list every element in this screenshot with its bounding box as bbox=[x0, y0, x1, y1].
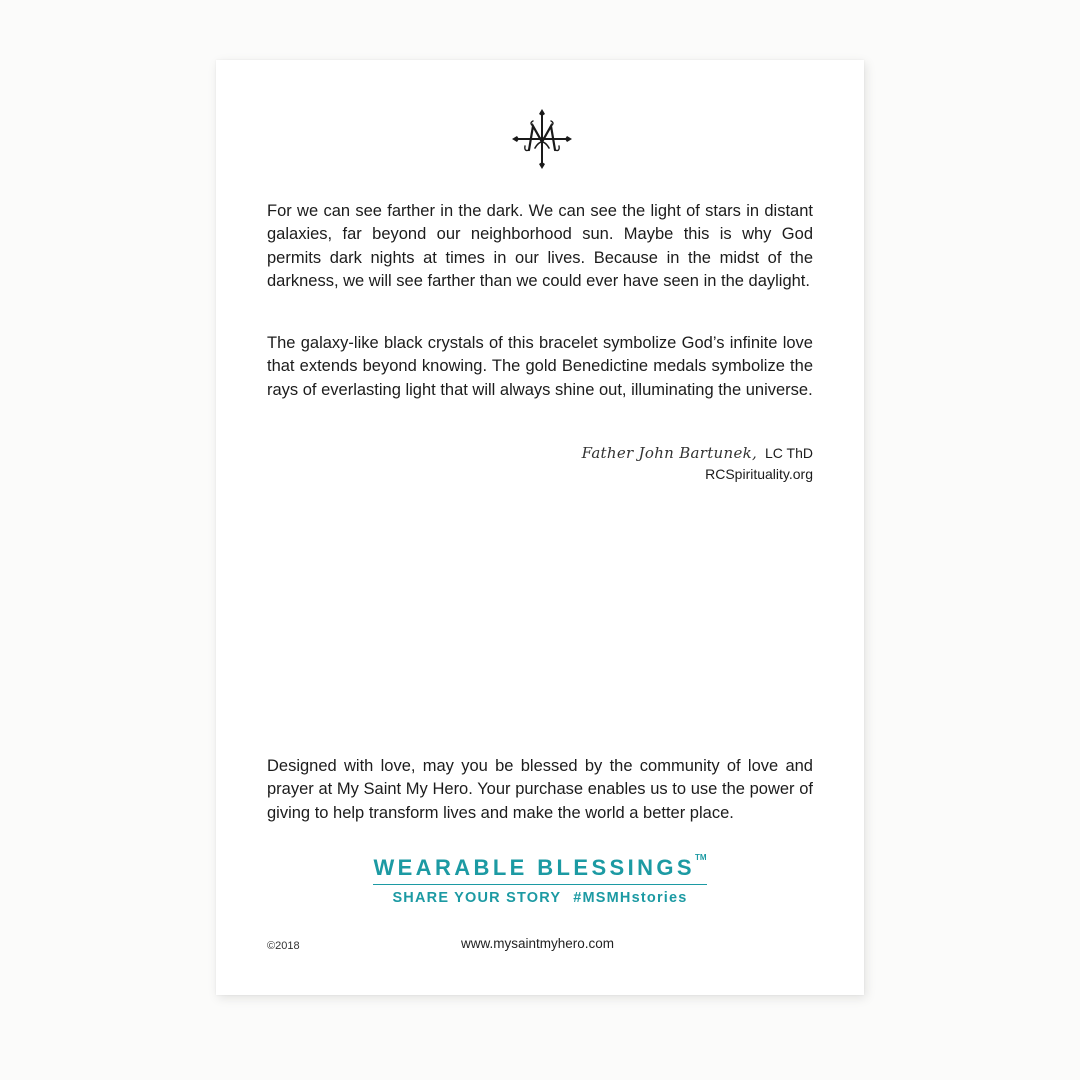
brand-title: WEARABLE BLESSINGS™ bbox=[373, 855, 706, 885]
copyright-notice: ©2018 bbox=[267, 940, 300, 952]
reflection-paragraph-1: For we can see farther in the dark. We can see the light of stars in distant galaxies, far beyond our neighborhood sun. Maybe this is why God permits dark nights at times in our lives. Because in the midst of the darkness, we will see farther than we could ever have seen in the daylight. bbox=[267, 202, 813, 291]
brand-tagline bbox=[373, 890, 706, 906]
message-card bbox=[216, 60, 864, 995]
signature-name: Father John Bartunek, bbox=[581, 444, 758, 462]
footer-website: www.mysaintmyhero.com bbox=[461, 936, 615, 951]
reflection-paragraph-2: The galaxy-like black crystals of this bracelet symbolize God’s infinite love that extends beyond knowing. The gold Benedictine medals symbolize the rays of everlasting light that will always shine out, illuminating the universe. bbox=[267, 334, 813, 399]
author-website: RCSpirituality.org bbox=[705, 466, 813, 482]
author-signature bbox=[582, 443, 813, 485]
tagline-text: SHARE YOUR STORY bbox=[392, 890, 562, 906]
hashtag-text: #MSMHstories bbox=[573, 890, 688, 906]
brand-block bbox=[216, 855, 864, 907]
closing-paragraph: Designed with love, may you be blessed by the community of love and prayer at My Saint My Hero. Your purchase enables us to use the power of giving to help transform lives and make the world a better place. bbox=[267, 757, 813, 822]
trademark-mark: TM bbox=[695, 853, 707, 862]
signature-credentials: LC ThD bbox=[765, 445, 813, 461]
marian-monogram-cross-icon bbox=[511, 108, 573, 170]
